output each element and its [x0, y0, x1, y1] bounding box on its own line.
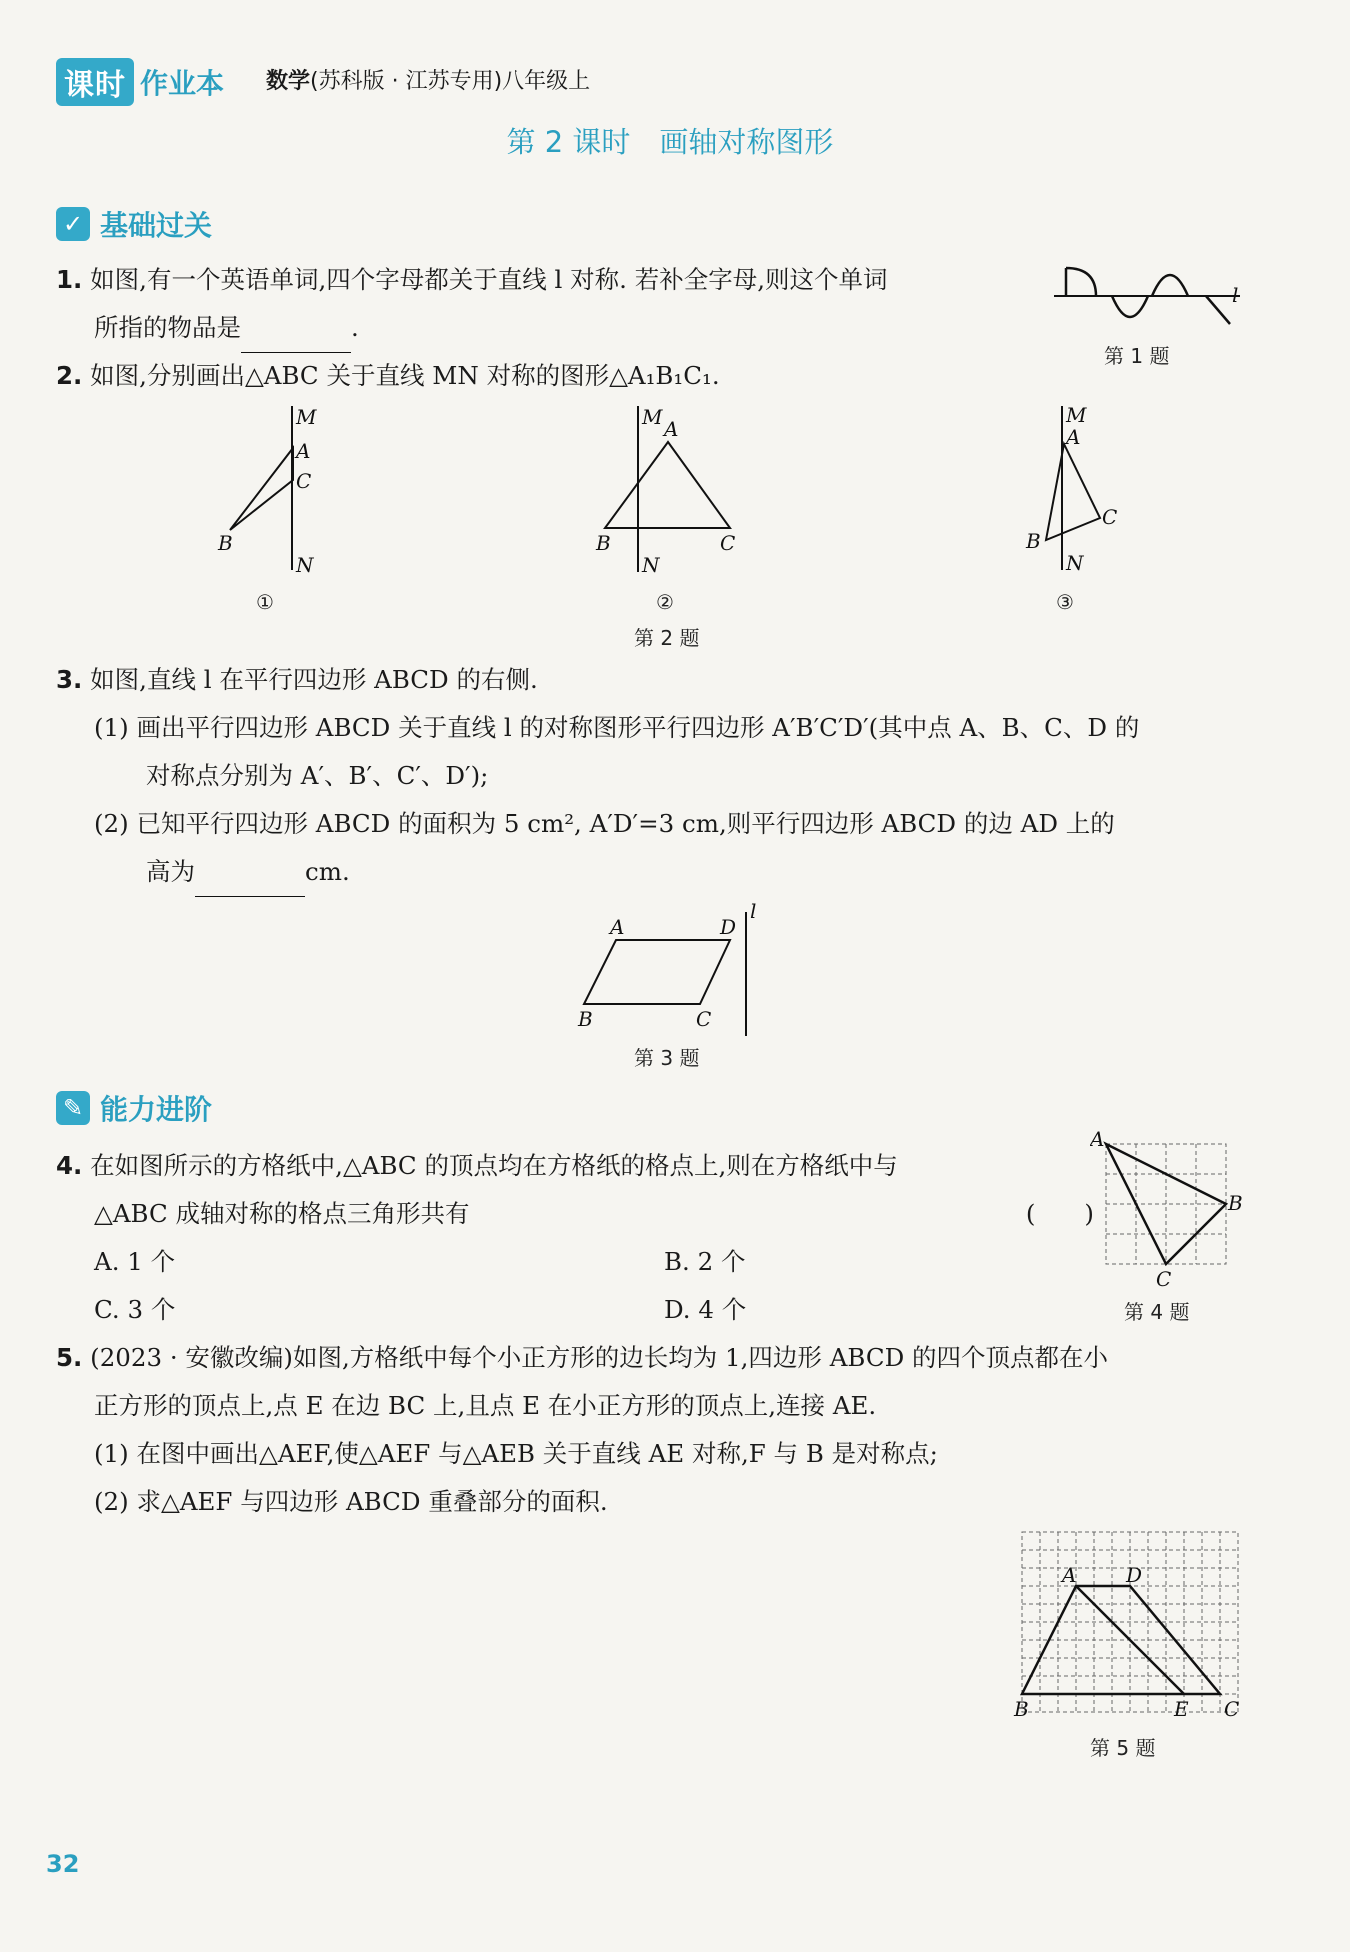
q2-figure-3	[1010, 400, 1140, 580]
question-3	[56, 656, 1256, 897]
q5-label-e: E	[1174, 1697, 1189, 1721]
q2f3-label-a: A	[1066, 425, 1081, 449]
q3-label-a: A	[610, 915, 625, 939]
q4-option-c[interactable]: C. 3 个	[94, 1295, 176, 1324]
q3-text: 如图,直线 l 在平行四边形 ABCD 的右侧.	[90, 665, 538, 694]
q4-grid	[1106, 1144, 1226, 1264]
q2f2-label-c: C	[720, 531, 736, 555]
checkmark-icon: ✓	[56, 207, 90, 241]
q2f1-label-c: C	[296, 469, 312, 493]
page-number: 32	[46, 1850, 80, 1878]
q3-answer-blank[interactable]	[195, 848, 305, 897]
section-basic-label: 基础过关	[100, 209, 213, 242]
q2f1-label-a: A	[296, 439, 311, 463]
q2-label-1: ①	[256, 590, 274, 614]
q3-label-l: l	[750, 900, 757, 923]
q2f3-label-m: M	[1066, 403, 1087, 427]
q4-option-b[interactable]: B. 2 个	[664, 1247, 746, 1276]
q3-part1-line1: (1) 画出平行四边形 ABCD 关于直线 l 的对称图形平行四边形 A′B′C′D′(其中点 A、B、C、D 的	[94, 713, 1140, 742]
q2f1-label-m: M	[296, 405, 317, 429]
q4-option-a[interactable]: A. 1 个	[94, 1247, 176, 1276]
q2-figure-2	[590, 400, 750, 580]
question-5	[56, 1334, 1276, 1526]
q5-line1: (2023 · 安徽改编)如图,方格纸中每个小正方形的边长均为 1,四边形 ABCD 的四个顶点都在小	[90, 1343, 1109, 1372]
q3-label-d: D	[720, 915, 737, 939]
section-basic	[56, 204, 212, 244]
q3-label-b: B	[578, 1007, 593, 1031]
q5-line2: 正方形的顶点上,点 E 在边 BC 上,且点 E 在小正方形的顶点上,连接 AE.	[94, 1391, 877, 1420]
section-advanced	[56, 1088, 212, 1128]
subject-edition: (苏科版 · 江苏专用)八年级上	[310, 69, 591, 94]
q2-number: 2.	[56, 361, 83, 390]
q1-line2: 所指的物品是	[94, 313, 241, 342]
q2f2-label-m: M	[642, 405, 663, 429]
q5-label-c: C	[1224, 1697, 1240, 1721]
q2-text: 如图,分别画出△ABC 关于直线 MN 对称的图形△A₁B₁C₁.	[90, 361, 720, 390]
q4-number: 4.	[56, 1151, 83, 1180]
q3-part2-unit: cm.	[305, 857, 350, 886]
header-subject	[266, 64, 590, 95]
q1-line1: 如图,有一个英语单词,四个字母都关于直线 l 对称. 若补全字母,则这个单词	[90, 265, 888, 294]
q5-part2: (2) 求△AEF 与四边形 ABCD 重叠部分的面积.	[94, 1487, 608, 1516]
q1-letter-u	[1112, 296, 1148, 317]
q1-figure	[1050, 258, 1250, 338]
q2f1-label-b: B	[218, 531, 233, 555]
q4-label-a: A	[1090, 1127, 1105, 1151]
q5-part1: (1) 在图中画出△AEF,使△AEF 与△AEB 关于直线 AE 对称,F 与 B 是对称点;	[94, 1439, 938, 1468]
q5-figure	[1010, 1520, 1250, 1730]
q3-part2-line1: (2) 已知平行四边形 ABCD 的面积为 5 cm², A′D′=3 cm,则平行四边形 ABCD 的边 AD 上的	[94, 809, 1115, 838]
q1-answer-blank[interactable]	[241, 304, 351, 353]
pencil-icon: ✎	[56, 1091, 90, 1125]
q1-caption: 第 1 题	[1104, 344, 1170, 368]
q4-option-d[interactable]: D. 4 个	[664, 1295, 747, 1324]
q5-label-a: A	[1062, 1563, 1077, 1587]
q4-label-c: C	[1156, 1267, 1172, 1291]
q2-caption: 第 2 题	[634, 626, 700, 650]
q4-label-b: B	[1228, 1191, 1243, 1215]
question-4	[56, 1142, 1096, 1334]
q2f3-label-b: B	[1026, 529, 1041, 553]
section-advanced-label: 能力进阶	[100, 1093, 213, 1126]
q3-number: 3.	[56, 665, 83, 694]
q2f2-triangle	[605, 442, 730, 528]
q4-line1: 在如图所示的方格纸中,△ABC 的顶点均在方格纸的格点上,则在方格纸中与	[90, 1151, 898, 1180]
q4-caption: 第 4 题	[1124, 1300, 1190, 1324]
q5-label-b: B	[1014, 1697, 1029, 1721]
logo-badge: 课时	[56, 58, 134, 106]
q2f2-label-n: N	[642, 553, 660, 577]
q2-figure-1	[200, 400, 320, 580]
q4-figure	[1090, 1126, 1250, 1296]
q4-line2: △ABC 成轴对称的格点三角形共有	[94, 1199, 470, 1228]
q3-figure	[570, 900, 770, 1040]
subject-name: 数学	[266, 69, 311, 94]
q2f1-label-n: N	[296, 553, 314, 577]
q3-label-c: C	[696, 1007, 712, 1031]
q1-line-label: l	[1232, 283, 1239, 307]
q1-letter-k	[1206, 296, 1230, 324]
q1-line2-end: .	[351, 313, 359, 342]
q5-number: 5.	[56, 1343, 83, 1372]
q1-letter-d	[1066, 268, 1096, 296]
q2f2-label-b: B	[596, 531, 611, 555]
lesson-title: 第 2 课时 画轴对称图形	[506, 125, 834, 159]
q4-answer-paren[interactable]: ( )	[1025, 1199, 1094, 1228]
q2-label-3: ③	[1056, 590, 1074, 614]
q5-caption: 第 5 题	[1090, 1736, 1156, 1760]
q2f2-label-a: A	[664, 417, 679, 441]
question-1	[56, 256, 1046, 353]
q3-parallelogram	[584, 940, 730, 1004]
question-2	[56, 352, 720, 400]
q2f1-triangle	[230, 448, 293, 530]
q2-label-2: ②	[656, 590, 674, 614]
q2f3-triangle	[1046, 444, 1100, 540]
q2f3-label-c: C	[1102, 505, 1118, 529]
q3-caption: 第 3 题	[634, 1046, 700, 1070]
q2f3-label-n: N	[1066, 551, 1084, 575]
q3-part2-line2: 高为	[146, 857, 195, 886]
q1-letter-n	[1152, 275, 1188, 296]
q5-grid	[1022, 1532, 1238, 1712]
header-logo	[56, 58, 224, 106]
logo-text: 作业本	[140, 67, 225, 100]
q3-part1-line2: 对称点分别为 A′、B′、C′、D′);	[146, 761, 489, 790]
q1-number: 1.	[56, 265, 83, 294]
q5-label-d: D	[1126, 1563, 1143, 1587]
